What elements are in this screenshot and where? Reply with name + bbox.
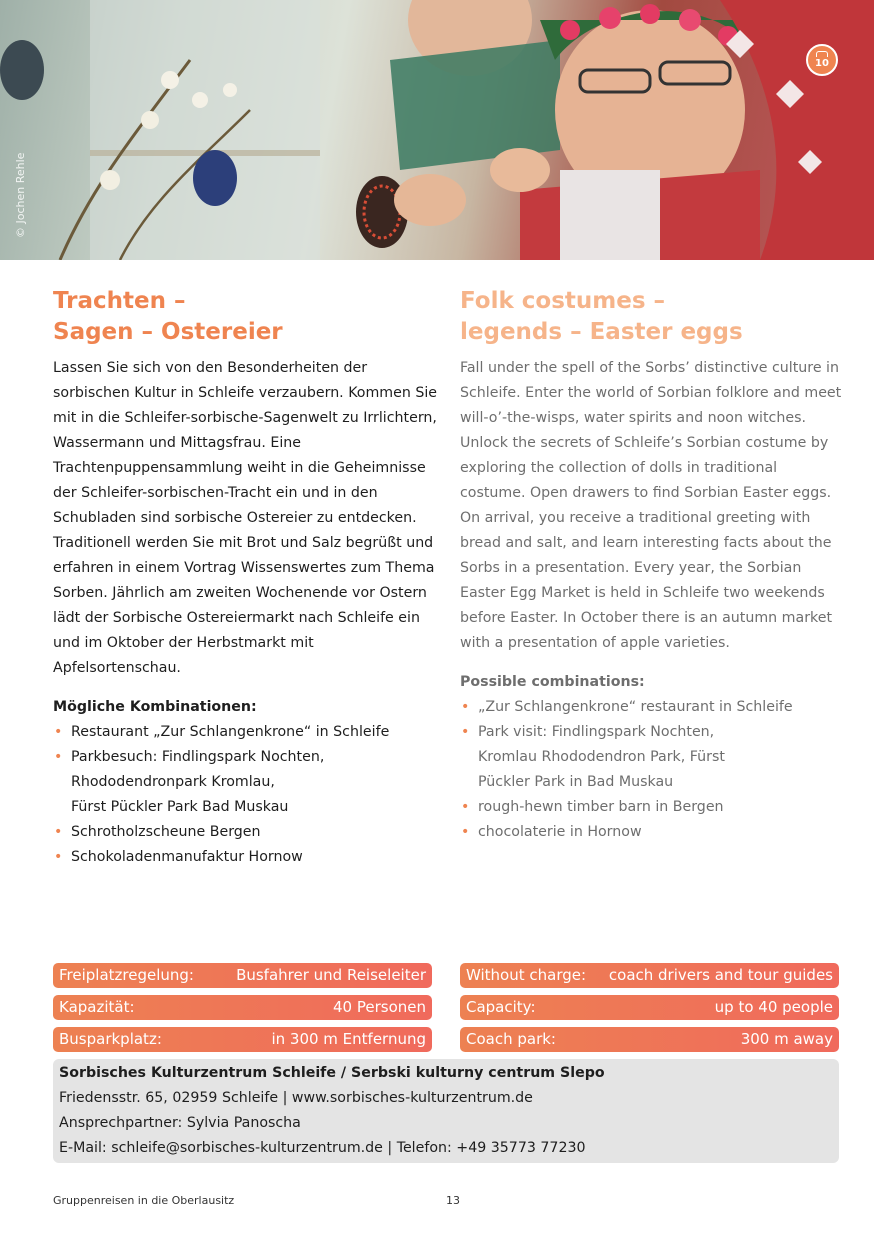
contact-box	[53, 1059, 839, 1163]
english-title-line1: Folk costumes –	[460, 288, 666, 314]
info-bar-parking-de	[53, 1027, 432, 1052]
list-item-line: • chocolaterie in Hornow	[478, 824, 642, 840]
german-column	[53, 286, 438, 870]
list-item-line: • Schrotholzscheune Bergen	[71, 824, 261, 840]
footer-title: Gruppenreisen in die Oberlausitz	[53, 1194, 235, 1207]
info-bar-capacity-en	[460, 995, 839, 1020]
info-label: Capacity:	[466, 998, 536, 1016]
list-item-line: Rhododendronpark Kromlau,	[71, 774, 275, 790]
german-combinations-list	[53, 720, 438, 870]
badge-number: 10	[815, 58, 829, 69]
info-value: Busfahrer und Reiseleiter	[236, 966, 426, 984]
contact-person: Ansprechpartner: Sylvia Panoscha	[59, 1115, 301, 1131]
list-item-line: Pückler Park in Bad Muskau	[478, 774, 674, 790]
contact-address: Friedensstr. 65, 02959 Schleife | www.sorbisches-kulturzentrum.de	[59, 1090, 533, 1106]
info-bar-parking-en	[460, 1027, 839, 1052]
list-item-line: • Restaurant „Zur Schlangenkrone“ in Schleife	[71, 724, 390, 740]
info-label: Busparkplatz:	[59, 1030, 162, 1048]
info-bar-capacity-de	[53, 995, 432, 1020]
info-value: up to 40 people	[714, 998, 833, 1016]
list-item	[460, 720, 845, 795]
list-item-line: Kromlau Rhododendron Park, Fürst	[478, 749, 725, 765]
list-item-line: Fürst Pückler Park Bad Muskau	[71, 799, 289, 815]
english-combinations-list	[460, 695, 845, 845]
list-item	[53, 820, 438, 845]
german-combinations-title: Mögliche Kombinationen:	[53, 699, 257, 715]
header-photo	[0, 0, 874, 260]
list-item	[460, 695, 845, 720]
english-combinations-title: Possible combinations:	[460, 674, 645, 690]
english-body: Fall under the spell of the Sorbs’ distinctive culture in Schleife. Enter the world of Sorbian folklore and meet will-o’-the-wisps, water spirits and noon witches. Unlock the secrets of Schleife’s Sorbian costume by exploring the collection of dolls in traditional costume. Open drawers to find Sorbian Easter eggs. On arrival, you receive a traditional greeting with bread and salt, and learn interesting facts about the Sorbs in a presentation. Every year, the Sorbian Easter Egg Market is held in Schleife two weekends before Easter. In October there is an autumn market with a presentation of apple varieties.	[460, 360, 842, 651]
list-item	[460, 820, 845, 845]
list-item	[53, 745, 438, 820]
page-number: 13	[446, 1194, 460, 1207]
english-title	[460, 286, 845, 348]
german-title-line2: Sagen – Ostereier	[53, 319, 283, 345]
german-body: Lassen Sie sich von den Besonderheiten der sorbischen Kultur in Schleife verzaubern. Kommen Sie mit in die Schleifer-sorbische-Sagenwelt zu Irrlichtern, Wassermann und Mittagsfrau. Eine Trachtenpuppensammlung weiht in die Geheimnisse der Schleifer-sorbischen-Tracht ein und in den Schubladen sind sorbische Ostereier zu entdecken. Traditionell werden Sie mit Brot und Salz begrüßt und erfahren in einem Vortrag Wissenswertes zum Thema Sorben. Jährlich am zweiten Wochenende vor Ostern lädt der Sorbische Ostereiermarkt nach Schleife ein und im Oktober der Herbstmarkt mit Apfelsortenschau.	[53, 360, 438, 676]
list-item-line: • „Zur Schlangenkrone“ restaurant in Schleife	[478, 699, 793, 715]
info-value: 300 m away	[740, 1030, 833, 1048]
contact-email-phone: E-Mail: schleife@sorbisches-kulturzentrum.de | Telefon: +49 35773 77230	[59, 1140, 586, 1156]
list-item	[460, 795, 845, 820]
photo-credit: © Jochen Rehle	[14, 152, 27, 238]
list-item-line: • Park visit: Findlingspark Nochten,	[478, 724, 715, 740]
list-item	[53, 845, 438, 870]
list-item-line: • rough-hewn timber barn in Bergen	[478, 799, 724, 815]
german-title-line1: Trachten –	[53, 288, 186, 314]
list-item	[53, 720, 438, 745]
list-item-line: • Schokoladenmanufaktur Hornow	[71, 849, 303, 865]
info-value: coach drivers and tour guides	[608, 966, 833, 984]
info-bar-free-places-de	[53, 963, 432, 988]
list-item-line: • Parkbesuch: Findlingspark Nochten,	[71, 749, 325, 765]
contact-organization: Sorbisches Kulturzentrum Schleife / Serbski kulturny centrum Slepo	[59, 1065, 605, 1081]
info-label: Freiplatzregelung:	[59, 966, 194, 984]
photo-illustration	[0, 0, 874, 260]
info-label: Kapazität:	[59, 998, 135, 1016]
english-title-line2: legends – Easter eggs	[460, 319, 743, 345]
english-column	[460, 286, 845, 845]
german-title	[53, 286, 438, 348]
info-label: Coach park:	[466, 1030, 556, 1048]
info-value: in 300 m Entfernung	[271, 1030, 426, 1048]
suitcase-icon	[816, 51, 828, 57]
info-bar-free-places-en	[460, 963, 839, 988]
info-value: 40 Personen	[333, 998, 426, 1016]
info-label: Without charge:	[466, 966, 587, 984]
category-badge	[806, 44, 838, 76]
